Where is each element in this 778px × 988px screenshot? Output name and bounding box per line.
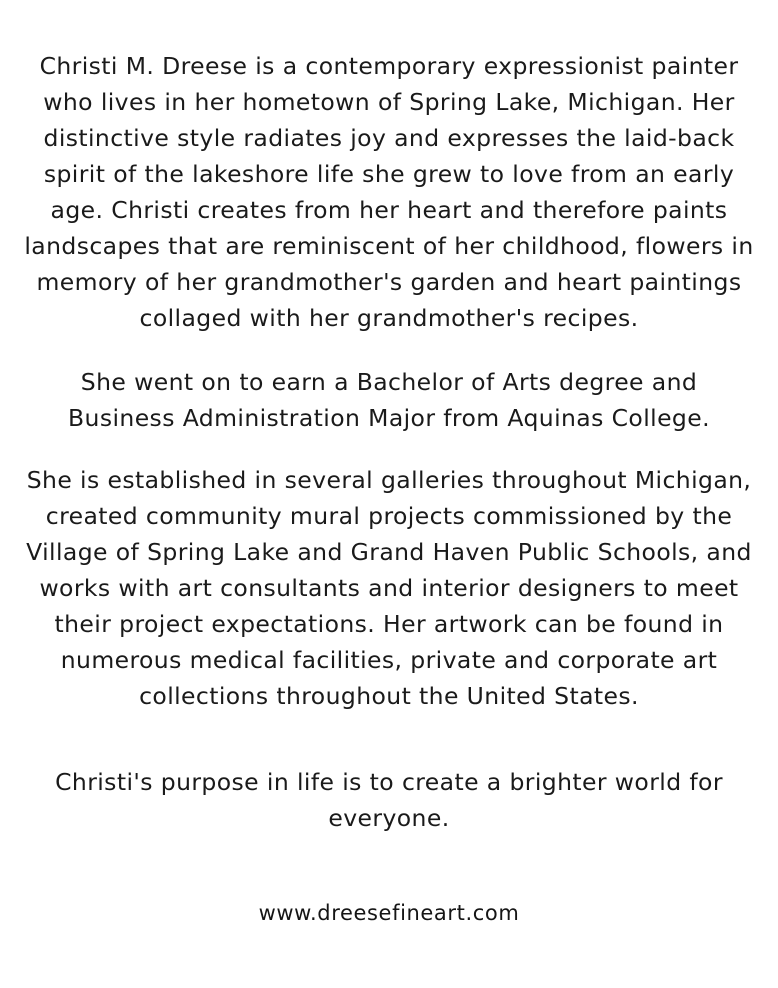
website-url[interactable]: www.dreesefineart.com	[258, 901, 520, 925]
bio-paragraph-education: She went on to earn a Bachelor of Arts degree and Business Administration Major from Aquinas College.	[68, 368, 710, 432]
bio-paragraph-intro: Christi M. Dreese is a contemporary expressionist painter who lives in her hometown of Spring Lake, Michigan. Her distinctive style radiates joy and expresses the laid-back spirit of the lakeshore life she grew to love from an early age. Christi creates from her heart and therefore paints landscapes that are reminiscent of her childhood, flowers in memory of her grandmother's garden and heart paintings collaged with her grandmother's recipes.	[24, 52, 754, 332]
bio-paragraph-career: She is established in several galleries throughout Michigan, created community mural projects commissioned by the Village of Spring Lake and Grand Haven Public Schools, and works with art consultants and interior designers to meet their project expectations. Her artwork can be found in numerous medical facilities, private and corporate art collections throughout the United States.	[26, 466, 752, 710]
bio-paragraph-purpose: Christi's purpose in life is to create a brighter world for everyone.	[55, 767, 723, 832]
